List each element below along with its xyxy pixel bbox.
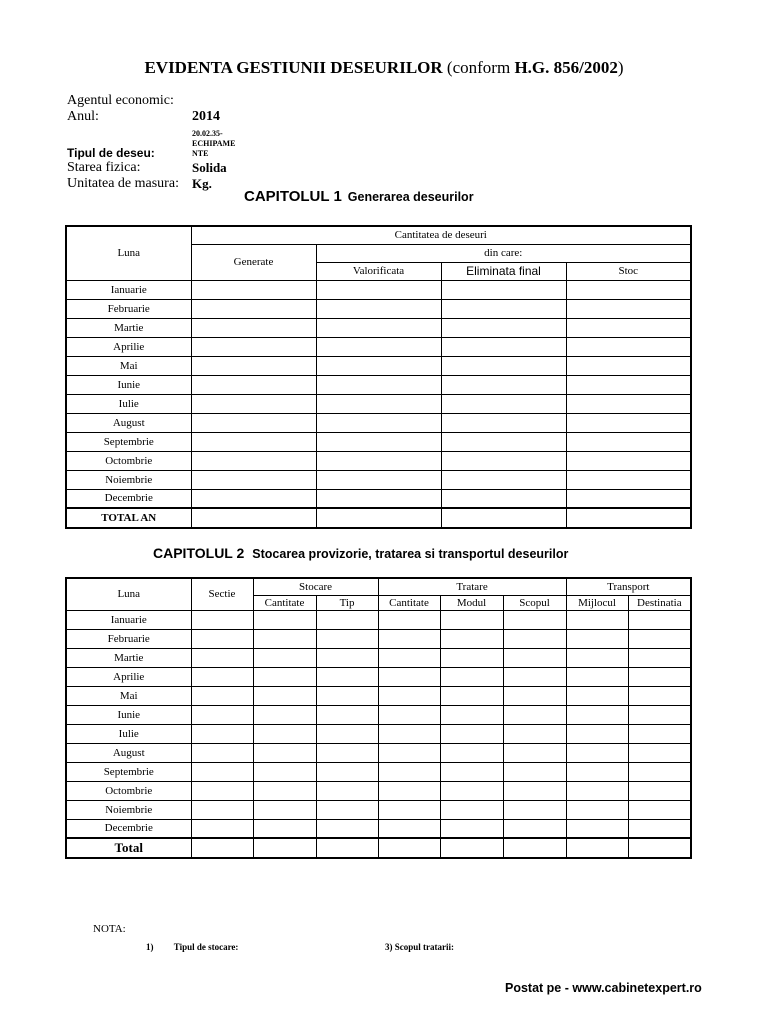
ch2-empty-cell	[440, 648, 503, 667]
ch1-empty-cell	[566, 413, 691, 432]
ch2-empty-cell	[191, 743, 253, 762]
ch2-table-row	[66, 705, 691, 724]
ch2-empty-cell	[440, 781, 503, 800]
ch2-table-row	[66, 648, 691, 667]
ch1-empty-cell	[191, 413, 316, 432]
note-3: 3) Scopul tratarii:	[385, 942, 454, 952]
chapter2-table	[65, 577, 692, 859]
ch2-empty-cell	[628, 781, 691, 800]
ch1-empty-cell	[566, 375, 691, 394]
ch2-empty-cell	[378, 648, 440, 667]
ch2-empty-cell	[316, 705, 378, 724]
ch2-empty-cell	[253, 724, 316, 743]
ch1-total-cell	[566, 508, 691, 528]
ch2-empty-cell	[440, 686, 503, 705]
ch2-header-stocare: Stocare	[253, 578, 378, 595]
ch2-empty-cell	[503, 686, 566, 705]
ch2-empty-cell	[440, 629, 503, 648]
ch1-empty-cell	[566, 280, 691, 299]
ch2-header-luna: Luna	[66, 578, 191, 610]
ch1-header-generate: Generate	[191, 244, 316, 280]
ch2-empty-cell	[378, 705, 440, 724]
ch2-empty-cell	[566, 819, 628, 838]
ch2-empty-cell	[503, 819, 566, 838]
ch1-month-cell: Iunie	[66, 375, 191, 394]
chapter1-heading	[244, 188, 474, 205]
year-label: Anul:	[67, 109, 99, 124]
chapter1-title: CAPITOLUL 1	[244, 188, 342, 205]
ch2-empty-cell	[566, 610, 628, 629]
ch2-empty-cell	[440, 667, 503, 686]
ch2-empty-cell	[316, 781, 378, 800]
ch2-table-row	[66, 629, 691, 648]
ch1-empty-cell	[316, 451, 441, 470]
ch1-table-row	[66, 280, 691, 299]
ch1-empty-cell	[191, 470, 316, 489]
ch1-empty-cell	[316, 432, 441, 451]
ch2-empty-cell	[440, 705, 503, 724]
ch2-empty-cell	[566, 762, 628, 781]
chapter1-subtitle: Generarea deseurilor	[347, 190, 474, 204]
ch2-empty-cell	[316, 762, 378, 781]
ch2-empty-cell	[440, 724, 503, 743]
ch1-table-row	[66, 356, 691, 375]
note-1-number: 1)	[146, 942, 154, 952]
ch2-table-row	[66, 686, 691, 705]
ch2-empty-cell	[378, 629, 440, 648]
ch2-total-cell	[378, 838, 440, 858]
ch2-empty-cell	[503, 781, 566, 800]
ch2-empty-cell	[191, 800, 253, 819]
ch2-table-row	[66, 800, 691, 819]
ch2-empty-cell	[191, 705, 253, 724]
waste-code-line-2: ECHIPAME	[192, 139, 236, 148]
ch2-empty-cell	[503, 743, 566, 762]
ch2-empty-cell	[191, 629, 253, 648]
ch2-empty-cell	[191, 686, 253, 705]
ch2-empty-cell	[253, 648, 316, 667]
ch1-empty-cell	[191, 318, 316, 337]
ch2-empty-cell	[378, 781, 440, 800]
ch2-empty-cell	[316, 686, 378, 705]
ch1-empty-cell	[191, 394, 316, 413]
note-1	[146, 942, 238, 952]
ch1-empty-cell	[191, 451, 316, 470]
ch1-empty-cell	[441, 470, 566, 489]
ch1-empty-cell	[191, 337, 316, 356]
ch1-month-cell: August	[66, 413, 191, 432]
ch2-empty-cell	[191, 610, 253, 629]
waste-code	[192, 129, 235, 159]
ch2-empty-cell	[378, 686, 440, 705]
ch1-table-row	[66, 451, 691, 470]
ch1-month-cell: Noiembrie	[66, 470, 191, 489]
ch2-empty-cell	[566, 800, 628, 819]
state-value: Solida	[192, 160, 227, 175]
ch2-header-cantitate-tratare: Cantitate	[378, 595, 440, 610]
agent-label: Agentul economic:	[67, 93, 174, 108]
ch2-empty-cell	[503, 629, 566, 648]
ch1-table-row	[66, 394, 691, 413]
unit-label: Unitatea de masura:	[67, 176, 179, 191]
chapter2-heading	[153, 545, 568, 561]
chapter1-table	[65, 225, 692, 529]
waste-type-label: Tipul de deseu:	[67, 146, 155, 160]
ch2-empty-cell	[378, 667, 440, 686]
ch2-total-cell	[566, 838, 628, 858]
ch2-empty-cell	[253, 743, 316, 762]
ch2-month-cell: Decembrie	[66, 819, 191, 838]
ch2-empty-cell	[253, 705, 316, 724]
ch2-header-sectie: Sectie	[191, 578, 253, 610]
ch2-empty-cell	[253, 610, 316, 629]
ch2-empty-cell	[378, 610, 440, 629]
ch2-empty-cell	[628, 610, 691, 629]
chapter2-title: CAPITOLUL 2	[153, 545, 245, 561]
ch2-empty-cell	[191, 648, 253, 667]
ch1-month-cell: Februarie	[66, 299, 191, 318]
ch2-table-row	[66, 743, 691, 762]
ch2-empty-cell	[253, 800, 316, 819]
ch2-header-mijlocul: Mijlocul	[566, 595, 628, 610]
ch2-empty-cell	[503, 724, 566, 743]
ch1-empty-cell	[316, 337, 441, 356]
ch2-table-row	[66, 762, 691, 781]
ch1-empty-cell	[191, 375, 316, 394]
ch1-table-row	[66, 375, 691, 394]
ch2-empty-cell	[253, 781, 316, 800]
ch1-header-cantitatea: Cantitatea de deseuri	[191, 226, 691, 244]
ch2-header-cantitate-stocare: Cantitate	[253, 595, 316, 610]
nota-label: NOTA:	[93, 923, 126, 935]
ch2-empty-cell	[191, 667, 253, 686]
document-title	[0, 58, 768, 78]
ch2-empty-cell	[503, 667, 566, 686]
ch2-month-cell: August	[66, 743, 191, 762]
ch2-header-destinatia: Destinatia	[628, 595, 691, 610]
ch2-empty-cell	[628, 686, 691, 705]
ch2-empty-cell	[566, 667, 628, 686]
ch1-table-row	[66, 318, 691, 337]
ch1-empty-cell	[316, 413, 441, 432]
ch2-empty-cell	[378, 743, 440, 762]
ch2-header-tratare: Tratare	[378, 578, 566, 595]
title-reference: H.G. 856/2002	[514, 58, 618, 77]
ch2-empty-cell	[628, 667, 691, 686]
ch1-table-row	[66, 470, 691, 489]
ch2-empty-cell	[566, 686, 628, 705]
ch1-body	[66, 280, 691, 508]
ch2-empty-cell	[628, 819, 691, 838]
ch1-month-cell: Decembrie	[66, 489, 191, 508]
ch2-body	[66, 610, 691, 838]
ch2-header-tip: Tip	[316, 595, 378, 610]
ch2-empty-cell	[316, 743, 378, 762]
ch2-table-row	[66, 724, 691, 743]
ch2-empty-cell	[191, 724, 253, 743]
ch2-empty-cell	[440, 743, 503, 762]
ch2-empty-cell	[566, 781, 628, 800]
ch1-empty-cell	[441, 375, 566, 394]
ch1-header-din-care: din care:	[316, 244, 691, 262]
ch2-empty-cell	[503, 762, 566, 781]
chapter2-subtitle: Stocarea provizorie, tratarea si transportul deseurilor	[252, 547, 569, 561]
ch1-empty-cell	[566, 356, 691, 375]
ch2-empty-cell	[440, 819, 503, 838]
ch2-empty-cell	[628, 724, 691, 743]
ch1-header-luna: Luna	[66, 226, 191, 280]
title-main: EVIDENTA GESTIUNII DESEURILOR	[144, 58, 443, 77]
ch2-empty-cell	[378, 800, 440, 819]
ch2-empty-cell	[566, 705, 628, 724]
ch1-empty-cell	[441, 394, 566, 413]
ch2-empty-cell	[316, 724, 378, 743]
ch2-empty-cell	[440, 800, 503, 819]
ch2-empty-cell	[253, 629, 316, 648]
ch2-month-cell: Iunie	[66, 705, 191, 724]
ch2-month-cell: Mai	[66, 686, 191, 705]
ch2-empty-cell	[628, 629, 691, 648]
ch2-month-cell: Iulie	[66, 724, 191, 743]
ch2-empty-cell	[253, 667, 316, 686]
ch1-header-valorificata: Valorificata	[316, 262, 441, 280]
ch1-empty-cell	[566, 299, 691, 318]
ch2-empty-cell	[628, 743, 691, 762]
ch1-empty-cell	[566, 470, 691, 489]
ch1-empty-cell	[441, 337, 566, 356]
ch2-table-row	[66, 610, 691, 629]
ch1-header-stoc: Stoc	[566, 262, 691, 280]
waste-code-line-3: NTE	[192, 149, 209, 158]
ch1-empty-cell	[316, 318, 441, 337]
ch1-total-label: TOTAL AN	[66, 508, 191, 528]
unit-value: Kg.	[192, 176, 212, 191]
ch2-empty-cell	[628, 648, 691, 667]
ch1-empty-cell	[566, 394, 691, 413]
ch2-empty-cell	[503, 800, 566, 819]
ch2-empty-cell	[440, 610, 503, 629]
ch1-empty-cell	[441, 489, 566, 508]
ch1-empty-cell	[566, 432, 691, 451]
ch1-empty-cell	[441, 356, 566, 375]
ch2-empty-cell	[253, 819, 316, 838]
ch2-empty-cell	[628, 762, 691, 781]
ch1-empty-cell	[316, 375, 441, 394]
ch1-empty-cell	[566, 318, 691, 337]
ch1-table-row	[66, 299, 691, 318]
ch2-empty-cell	[191, 819, 253, 838]
ch2-empty-cell	[628, 705, 691, 724]
ch2-empty-cell	[316, 610, 378, 629]
ch1-total-cell	[441, 508, 566, 528]
ch2-empty-cell	[316, 648, 378, 667]
ch1-header-eliminata: Eliminata final	[441, 262, 566, 280]
ch2-table-row	[66, 667, 691, 686]
ch2-empty-cell	[378, 724, 440, 743]
ch2-empty-cell	[378, 819, 440, 838]
ch2-empty-cell	[378, 762, 440, 781]
ch1-empty-cell	[191, 432, 316, 451]
ch2-table-row	[66, 781, 691, 800]
ch2-header-modul: Modul	[440, 595, 503, 610]
ch2-empty-cell	[566, 629, 628, 648]
ch2-empty-cell	[503, 705, 566, 724]
ch1-month-cell: Ianuarie	[66, 280, 191, 299]
ch2-total-cell	[253, 838, 316, 858]
ch1-month-cell: Octombrie	[66, 451, 191, 470]
ch1-month-cell: Iulie	[66, 394, 191, 413]
ch1-empty-cell	[441, 280, 566, 299]
ch1-empty-cell	[316, 489, 441, 508]
ch2-total-cell	[191, 838, 253, 858]
ch2-empty-cell	[503, 648, 566, 667]
ch2-empty-cell	[316, 667, 378, 686]
ch2-month-cell: Aprilie	[66, 667, 191, 686]
ch2-header-transport: Transport	[566, 578, 691, 595]
ch1-month-cell: Mai	[66, 356, 191, 375]
ch2-empty-cell	[503, 610, 566, 629]
state-label: Starea fizica:	[67, 160, 141, 175]
ch2-month-cell: Februarie	[66, 629, 191, 648]
ch1-empty-cell	[566, 451, 691, 470]
ch1-empty-cell	[566, 489, 691, 508]
ch2-empty-cell	[440, 762, 503, 781]
ch1-table-row	[66, 489, 691, 508]
ch2-empty-cell	[566, 724, 628, 743]
ch2-empty-cell	[628, 800, 691, 819]
ch1-total-cell	[316, 508, 441, 528]
ch1-empty-cell	[566, 337, 691, 356]
ch2-empty-cell	[316, 819, 378, 838]
ch2-total-cell	[628, 838, 691, 858]
year-value: 2014	[192, 109, 220, 124]
title-close: )	[617, 58, 624, 77]
ch2-month-cell: Martie	[66, 648, 191, 667]
ch1-total-cell	[191, 508, 316, 528]
ch1-empty-cell	[191, 280, 316, 299]
ch2-empty-cell	[191, 762, 253, 781]
ch2-total-cell	[503, 838, 566, 858]
waste-code-line-1: 20.02.35-	[192, 129, 223, 138]
ch2-total-cell	[316, 838, 378, 858]
ch1-table-row	[66, 432, 691, 451]
ch1-month-cell: Septembrie	[66, 432, 191, 451]
ch2-total-cell	[440, 838, 503, 858]
ch1-empty-cell	[441, 451, 566, 470]
ch2-month-cell: Ianuarie	[66, 610, 191, 629]
ch1-table-row	[66, 413, 691, 432]
ch1-empty-cell	[441, 413, 566, 432]
ch2-empty-cell	[316, 800, 378, 819]
ch2-table-row	[66, 819, 691, 838]
ch1-empty-cell	[316, 394, 441, 413]
ch2-header-scopul: Scopul	[503, 595, 566, 610]
ch1-table-row	[66, 337, 691, 356]
ch2-month-cell: Septembrie	[66, 762, 191, 781]
ch1-empty-cell	[441, 432, 566, 451]
ch2-empty-cell	[253, 686, 316, 705]
ch2-total-label: Total	[66, 838, 191, 858]
ch1-month-cell: Aprilie	[66, 337, 191, 356]
ch1-empty-cell	[316, 280, 441, 299]
note-1-text: Tipul de stocare:	[173, 942, 239, 952]
ch1-empty-cell	[316, 470, 441, 489]
ch1-empty-cell	[316, 299, 441, 318]
ch1-empty-cell	[441, 318, 566, 337]
ch2-empty-cell	[191, 781, 253, 800]
ch2-empty-cell	[316, 629, 378, 648]
ch2-month-cell: Octombrie	[66, 781, 191, 800]
ch1-empty-cell	[191, 489, 316, 508]
ch1-empty-cell	[441, 299, 566, 318]
ch1-empty-cell	[316, 356, 441, 375]
ch2-empty-cell	[566, 743, 628, 762]
ch2-month-cell: Noiembrie	[66, 800, 191, 819]
title-open: (conform	[442, 58, 515, 77]
ch2-empty-cell	[253, 762, 316, 781]
ch2-empty-cell	[566, 648, 628, 667]
ch1-empty-cell	[191, 299, 316, 318]
ch1-month-cell: Martie	[66, 318, 191, 337]
ch1-empty-cell	[191, 356, 316, 375]
footer-source: Postat pe - www.cabinetexpert.ro	[505, 981, 702, 995]
